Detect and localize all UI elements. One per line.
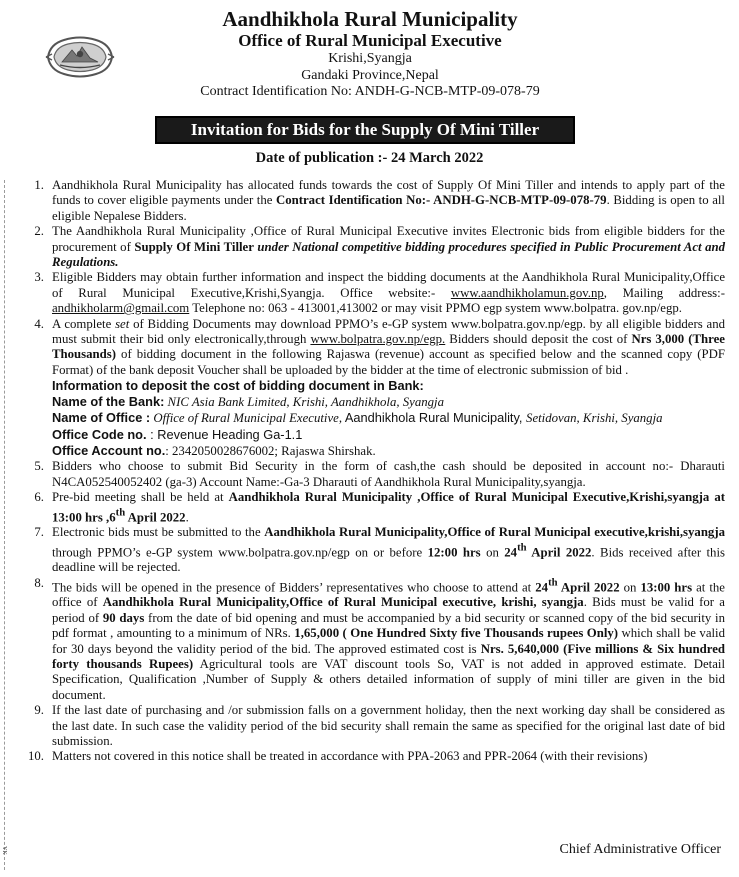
notice-title: Invitation for Bids for the Supply Of Mini Tiller (155, 116, 575, 144)
clause-number: 8. (34, 575, 44, 590)
contract-identification: Contract Identification No: ANDH-G-NCB-MTP-09-078-79 (200, 84, 540, 99)
bank-heading: Information to deposit the cost of bidding document in Bank: (52, 378, 424, 394)
clause-1: 1. Aandhikhola Rural Municipality has allocated funds towards the cost of Supply Of Mini Tiller and intends to apply part of the funds to cover eligible payments under the Contract Identification No:- ANDH-G-NCB-MTP-09-078-79. Bidding is open to all eligible Nepalese Bidders. (4, 178, 725, 224)
clause-number: 7. (34, 525, 44, 540)
clause-4: 4. A complete set of Bidding Documents may download PPMO’s e-GP system www.bolpatra.gov.np/egp. by all eligible bidders and must submit their bid only electronically,through www.bolpatra.gov.np/egp. Bidders should deposit the cost of Nrs 3,000 (Three Thousands) of bidding document in the following Rajaswa (revenue) account as specified below and the scanned copy (PDF Format) of the bank deposit Voucher shall be uploaded by the bidder at the time of electronic submission of bid . (4, 317, 725, 379)
clause-10: 10. Matters not covered in this notice shall be treated in accordance with PPA-2063 and PPR-2064 (with their revisions) (4, 749, 725, 764)
clause-number: 4. (34, 316, 44, 331)
bank-name-row: Name of the Bank: NIC Asia Bank Limited, Krishi, Aandhikhola, Syangja (52, 393, 444, 409)
clause-number: 9. (34, 703, 44, 718)
email-link[interactable]: andhikholarm@gmail.com (52, 301, 190, 316)
clause-6: 6. Pre-bid meeting shall be held at Aandhikhola Rural Municipality ,Office of Rural Municipal Executive,Krishi,syangja at 13:00 hrs ,6th April 2022. (4, 490, 725, 525)
address-line-1: Krishi,Syangja (328, 51, 412, 66)
egp-link[interactable]: www.bolpatra.gov.np/egp. (310, 332, 446, 347)
office-name-row: Name of Office : Office of Rural Municipal Executive, Aandhikhola Rural Municipality, Setidovan, Krishi, Syangja (52, 410, 663, 426)
corner-mark: YK (1, 846, 7, 855)
clause-number: 2. (34, 224, 44, 239)
clause-number: 10. (28, 749, 44, 764)
clause-5: 5. Bidders who choose to submit Bid Security in the form of cash,the cash should be deposited in account no:- Dharauti N4CA052540052402 (ga-3) Account Name:-Ga-3 Dharauti of Aandhikhola Rural Municipality,syangja. (4, 459, 725, 490)
bank-details (4, 378, 725, 459)
clause-3: 3. Eligible Bidders may obtain further information and inspect the bidding documents at the Aandhikhola Rural Municipality,Office of Rural Municipal Executive,Krishi,Syangja. Office website:- www.aandhikholamun.gov.np, Mailing address:- andhikholarm@gmail.com Telephone no: 063 - 413001,413002 or may visit PPMO egp system www.bolpatra. gov.np/egp. (4, 270, 725, 316)
office-code-row: Office Code no. : Revenue Heading Ga-1.1 (52, 426, 303, 442)
office-account-row: Office Account no.: 2342050028676002; Rajaswa Shirshak. (52, 442, 376, 458)
municipality-emblem-icon (44, 32, 116, 82)
clause-8: 8. The bids will be opened in the presence of Bidders’ representatives who choose to attend at 24th April 2022 on 13:00 hrs at the office of Aandhikhola Rural Municipality,Office of Rural Municipal executive, krishi, syangja. Bids must be valid for a period of 90 days from the date of bid opening and must be accompanied by a bid security or scanned copy of the bid security in pdf format , amounting to a minimum of NRs. 1,65,000 ( One Hundred Sixty five Thousands rupees Only) which shall be valid for 30 days beyond the validity period of the bid. The approved estimated cost is Nrs. 5,640,000 (Five millions & Six hundred forty thousands Rupees) Agricultural tools are VAT discount tools So, VAT is not added in approved estimate. Detail Specification, Qualification ,Number of Supply & others detailed information of supply of mini tiller are given in the bid document. (4, 576, 725, 704)
notice-body (4, 178, 725, 765)
clause-2: 2. The Aandhikhola Rural Municipality ,Office of Rural Municipal Executive invites Electronic bids from eligible bidders for the procurement of Supply Of Mini Tiller under National competitive bidding procedures specified in Public Procurement Act and Regulations. (4, 224, 725, 270)
letterhead (150, 8, 590, 101)
municipality-name: Aandhikhola Rural Municipality (222, 7, 518, 31)
clause-9: 9. If the last date of purchasing and /or submission falls on a government holiday, then the next working day shall be considered as the last date. In such case the validity period of the bid security shall remain the same as specified for the original last date of bid submission. (4, 703, 725, 749)
clause-number: 3. (34, 270, 44, 285)
address-line-2: Gandaki Province,Nepal (301, 67, 439, 83)
clause-number: 6. (34, 490, 44, 505)
office-name: Office of Rural Municipal Executive (238, 31, 502, 50)
clause-number: 5. (34, 459, 44, 474)
website-link[interactable]: www.aandhikholamun.gov.np (450, 285, 604, 300)
signatory-title: Chief Administrative Officer (559, 842, 721, 857)
clause-7: 7. Electronic bids must be submitted to the Aandhikhola Rural Municipality,Office of Rural Municipal executive,krishi,syangja through PPMO’s e-GP system www.bolpatra.gov.np/egp on or before 12:00 hrs on 24th April 2022. Bids received after this deadline will be rejected. (4, 525, 725, 575)
publication-date: Date of publication :- 24 March 2022 (255, 150, 484, 166)
clause-number: 1. (34, 178, 44, 192)
